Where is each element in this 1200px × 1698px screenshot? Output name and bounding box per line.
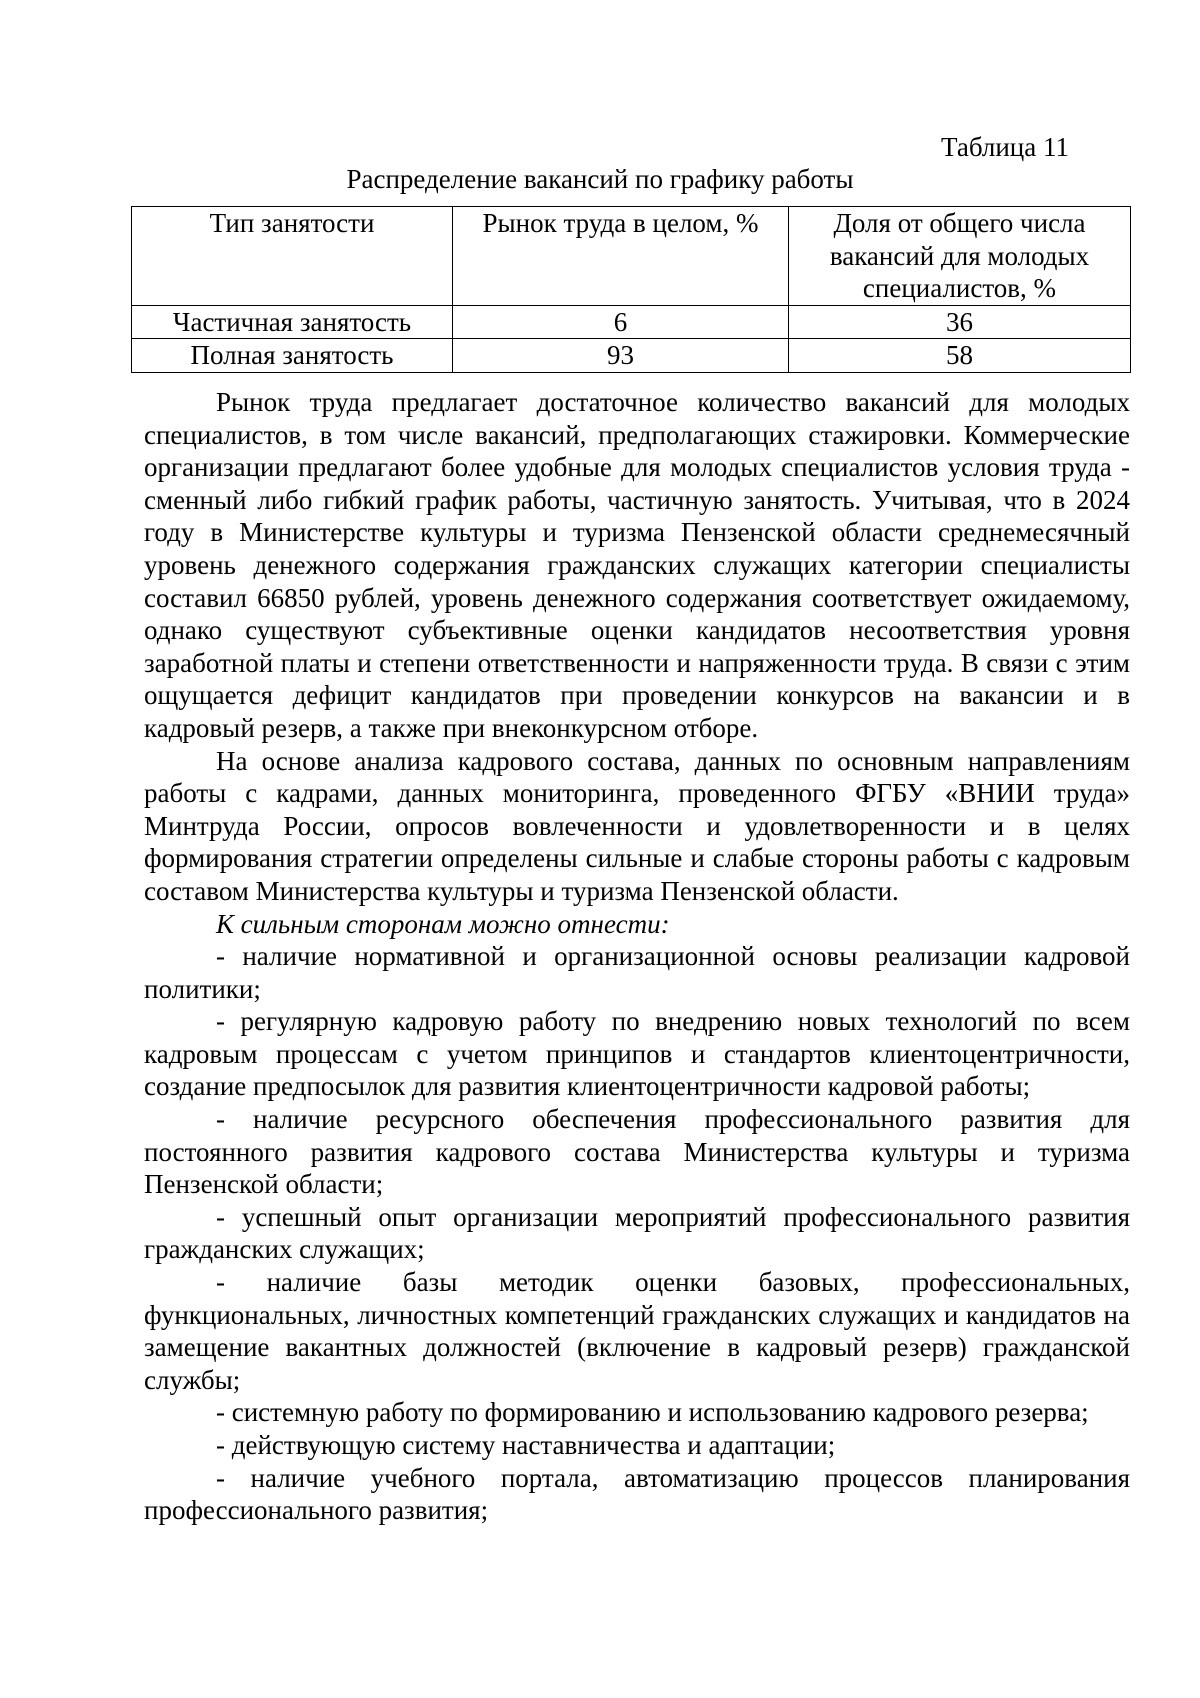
list-item: - наличие базы методик оценки базовых, профессиональных, функциональных, личностных компетенций гражданских служащих и кандидатов на замещение вакантных должностей (включение в кадровый резерв) гражданской службы; [144,1267,1130,1395]
body-text [144,386,1130,1527]
table-cell: 93 [453,339,789,373]
table-cell: 36 [789,305,1131,339]
table-label: Таблица 11 [941,132,1069,162]
paragraph: На основе анализа кадрового состава, данных по основным направлениям работы с кадрами, данных мониторинга, проведенного ФГБУ «ВНИИ труда» Минтруда России, опросов вовлеченности и удовлетворенности и в целях формирования стратегии определены сильные и слабые стороны работы с кадровым составом Министерства культуры и туризма Пензенской области. [144,745,1130,906]
paragraph: Рынок труда предлагает достаточное количество вакансий для молодых специалистов, в том числе вакансий, предполагающих стажировки. Коммерческие организации предлагают более удобные для молодых специалистов условия труда - сменный либо гибкий график работы, частичную занятость. Учитывая, что в 2024 году в Министерстве культуры и туризма Пензенской области среднемесячный уровень денежного содержания гражданских служащих категории специалисты составил 66850 рублей, уровень денежного содержания соответствует ожидаемому, однако существуют субъективные оценки кандидатов несоответствия уровня заработной платы и степени ответственности и напряженности труда. В связи с этим ощущается дефицит кандидатов при проведении конкурсов на вакансии и в кадровый резерв, а также при внеконкурсном отборе. [144,387,1130,743]
list-item: - системную работу по формированию и использованию кадрового резерва; [216,1397,1089,1428]
table-row [132,339,1131,373]
table-cell: 6 [453,305,789,339]
list-item: - успешный опыт организации мероприятий профессионального развития гражданских служащих; [144,1201,1130,1265]
vacancy-table [131,206,1131,373]
table-cell: Полная занятость [132,339,453,373]
table-title: Распределение вакансий по графику работы [346,164,854,194]
strengths-heading: К сильным сторонам можно отнести: [216,908,670,939]
table-cell: 58 [789,339,1131,373]
table-row [132,305,1131,339]
table-header-row [132,207,1131,306]
table-header-cell: Тип занятости [132,207,453,306]
list-item: - наличие учебного портала, автоматизацию процессов планирования профессионального развития; [144,1462,1130,1526]
table-header-cell: Рынок труда в целом, % [453,207,789,306]
list-item: - действующую систему наставничества и адаптации; [216,1430,836,1460]
table-cell: Частичная занятость [132,305,453,339]
list-item: - регулярную кадровую работу по внедрению новых технологий по всем кадровым процессам с учетом принципов и стандартов клиентоцентричности, создание предпосылок для развития клиентоцентричности кадровой работы; [144,1006,1130,1102]
list-item: - наличие нормативной и организационной основы реализации кадровой политики; [144,941,1130,1004]
list-item: - наличие ресурсного обеспечения профессионального развития для постоянного развития кадрового состава Министерства культуры и туризма Пензенской области; [144,1104,1130,1200]
table-header-cell: Доля от общего числа вакансий для молодых специалистов, % [789,207,1131,306]
